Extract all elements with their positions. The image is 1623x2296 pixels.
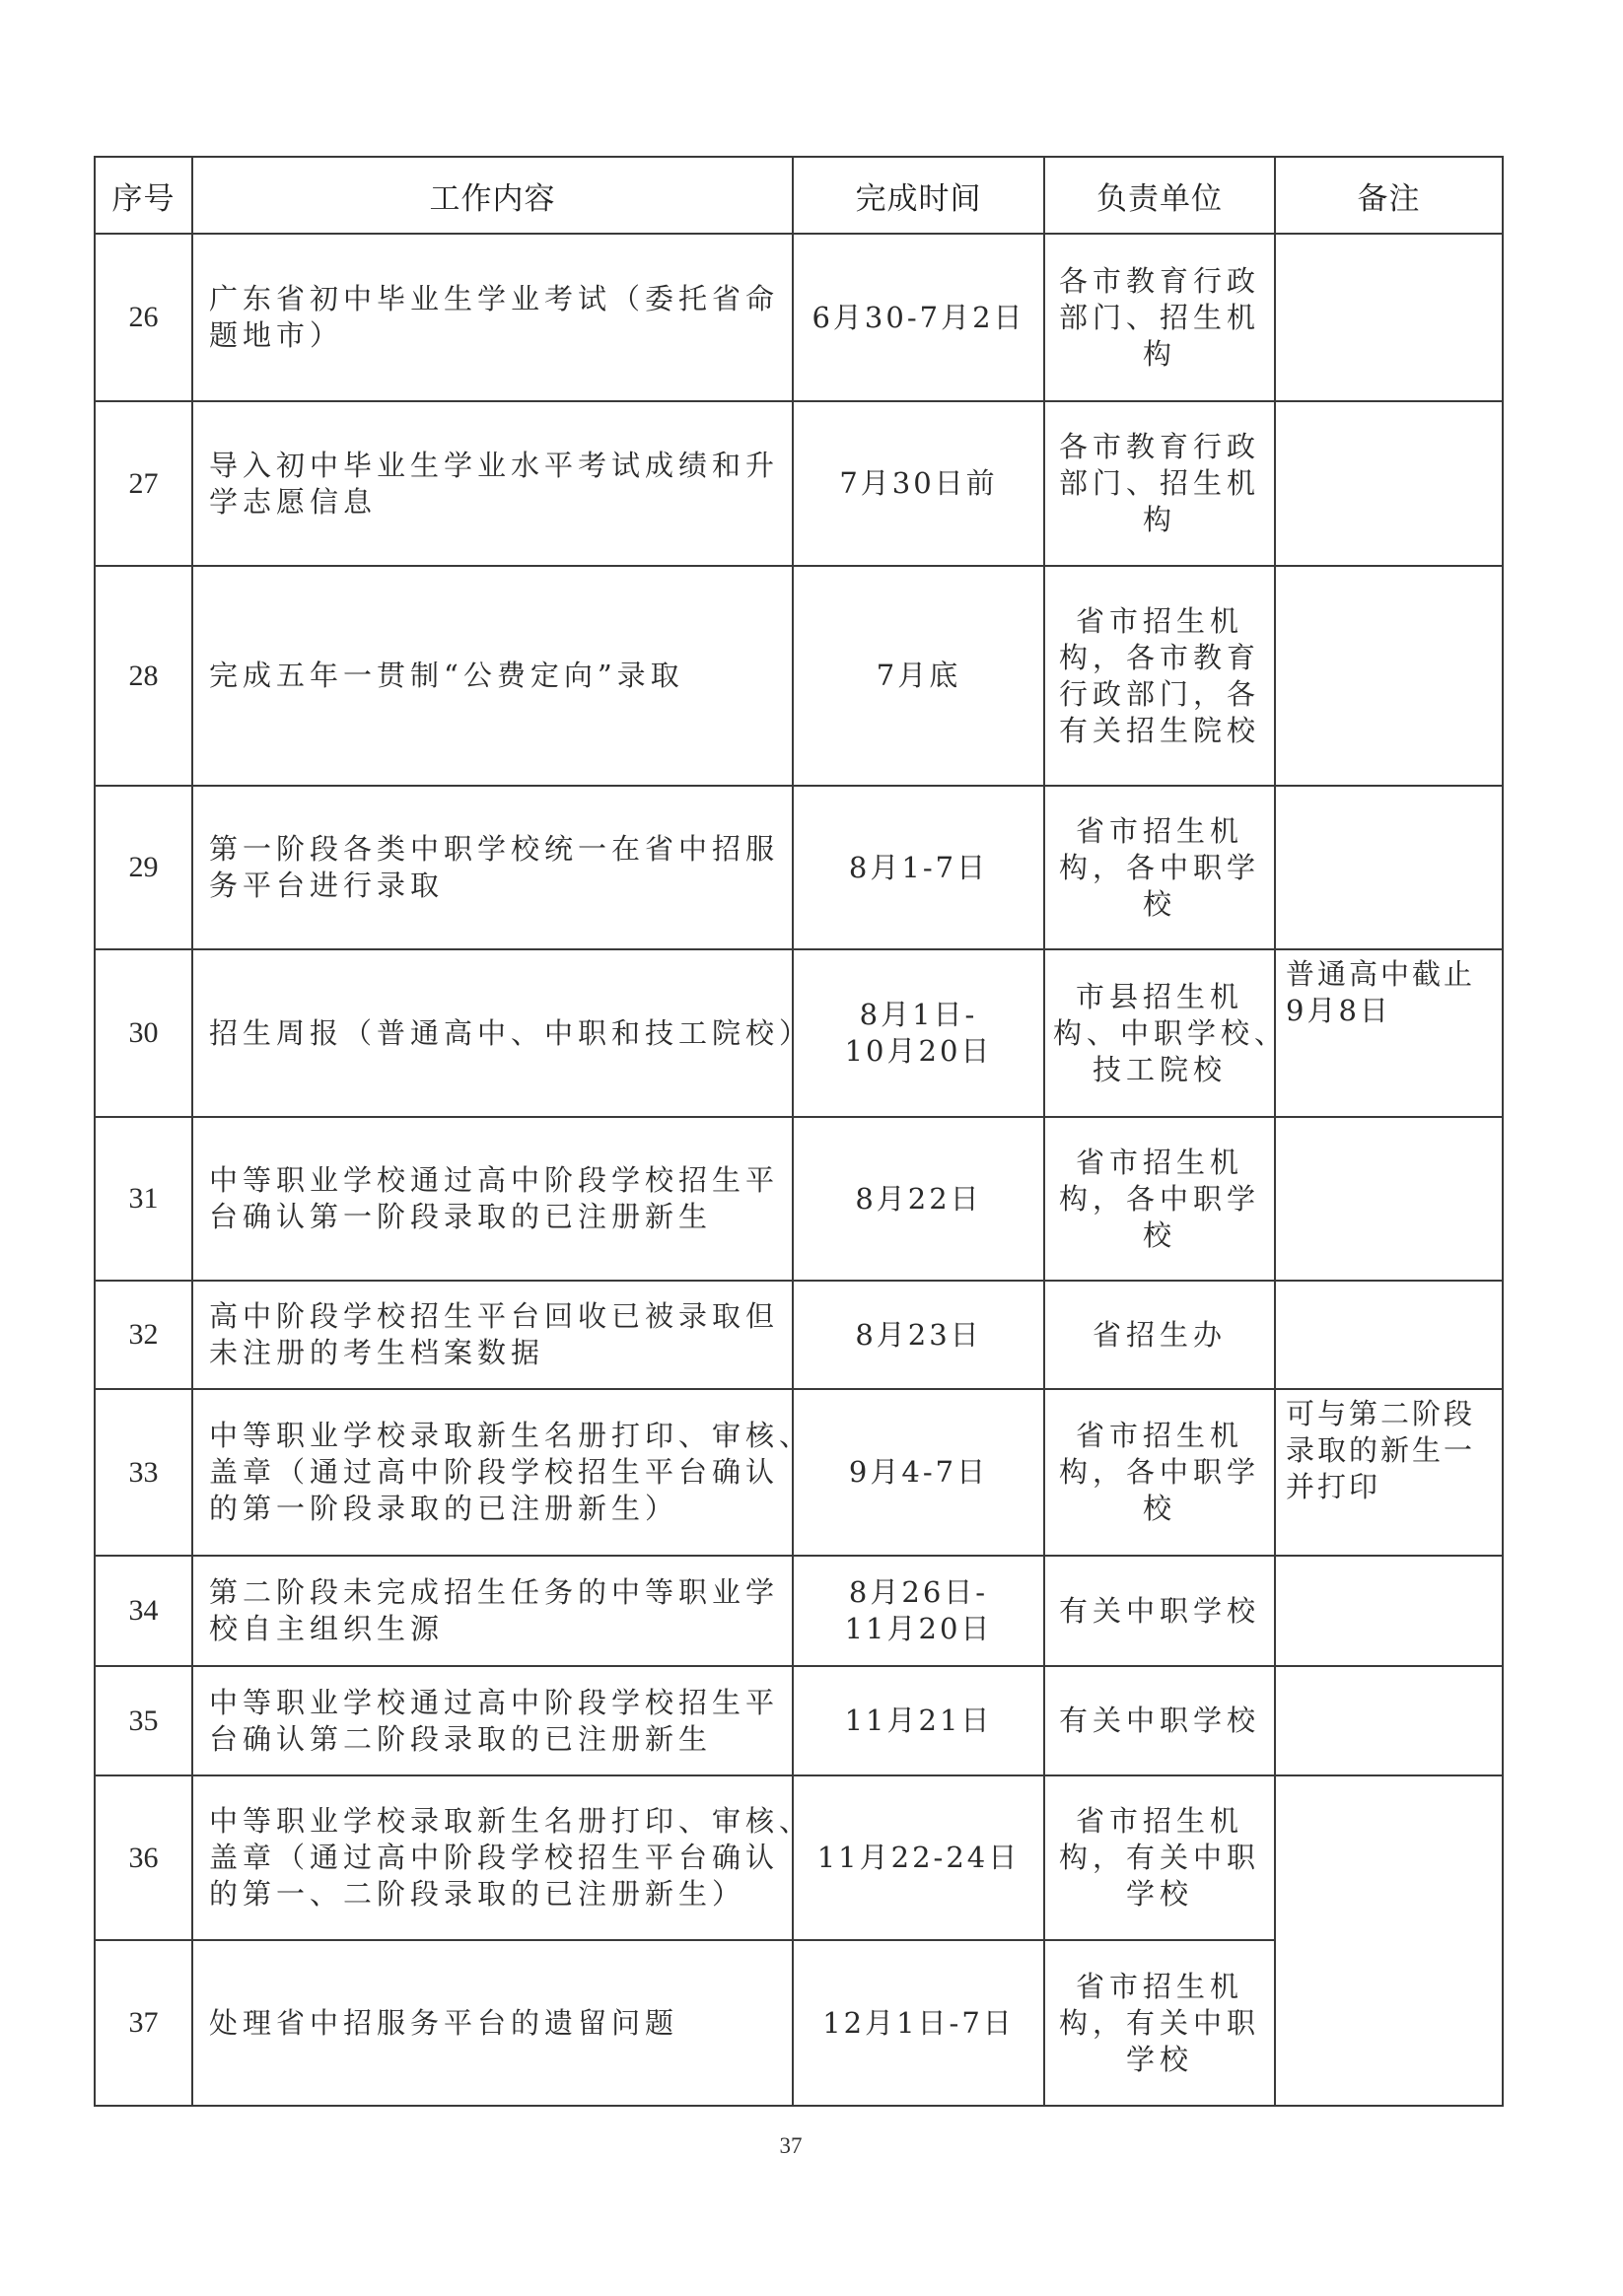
remarks-cell-line: 录取的新生一 (1286, 1433, 1476, 1467)
responsible-unit-cell (1044, 786, 1275, 949)
serial-number-cell: 34 (95, 1556, 192, 1666)
completion-time-cell-line: 8月1日- (859, 998, 978, 1031)
completion-time-cell-line: 7月30日前 (839, 466, 998, 500)
completion-time-cell (793, 401, 1044, 566)
serial-number-cell: 30 (95, 949, 192, 1117)
responsible-unit-cell-line: 省招生办 (1092, 1317, 1227, 1352)
header-remarks: 备注 (1275, 157, 1503, 234)
responsible-unit-cell-line: 构，各市教育 (1058, 640, 1260, 674)
work-content-cell-line: 处理省中招服务平台的遗留问题 (209, 2005, 679, 2040)
remarks-cell (1275, 1117, 1503, 1281)
work-content-cell-line: 题地市） (209, 318, 344, 352)
work-content-cell (192, 1389, 813, 1556)
work-content-cell (192, 566, 793, 786)
completion-time-cell-line: 10月20日 (844, 1034, 993, 1068)
serial-number-cell: 26 (95, 234, 192, 401)
work-content-cell-line: 第一阶段各类中职学校统一在省中招服 (209, 832, 780, 866)
table-row (95, 234, 1503, 401)
work-content-cell-line: 完成五年一贯制“公费定向”录取 (209, 659, 684, 692)
completion-time-cell-line: 8月23日 (855, 1317, 982, 1352)
table-row (95, 1117, 1503, 1281)
work-content-cell-line: 第二阶段未完成招生任务的中等职业学 (209, 1575, 780, 1609)
responsible-unit-cell (1044, 401, 1275, 566)
work-content-cell-line: 务平台进行录取 (209, 869, 445, 902)
work-content-cell (192, 1940, 793, 2106)
completion-time-cell (793, 234, 1044, 401)
completion-time-cell-line: 6月30-7月2日 (812, 300, 1025, 334)
serial-number-cell: 36 (95, 1775, 192, 1940)
responsible-unit-cell-line: 校 (1142, 886, 1176, 921)
serial-number-cell: 28 (95, 566, 192, 786)
work-content-cell (192, 1666, 793, 1775)
responsible-unit-cell-line: 省市招生机 (1075, 1145, 1243, 1179)
header-work-content: 工作内容 (192, 157, 793, 234)
remarks-cell (1275, 566, 1503, 786)
remarks-cell-line: 9月8日 (1286, 994, 1391, 1027)
completion-time-cell (793, 1281, 1044, 1389)
work-content-cell-line: 中等职业学校通过高中阶段学校招生平 (209, 1685, 780, 1719)
responsible-unit-cell-line: 构，有关中职 (1058, 1841, 1260, 1874)
table-row (95, 566, 1503, 786)
responsible-unit-cell-line: 部门、招生机 (1058, 300, 1260, 334)
work-content-cell-line: 导入初中毕业生学业水平考试成绩和升 (209, 448, 780, 482)
work-content-cell-line: 未注册的考生档案数据 (209, 1336, 545, 1369)
work-content-cell-line: 广东省初中毕业生学业考试（委托省命 (209, 282, 780, 315)
responsible-unit-cell-line: 省市招生机 (1075, 1419, 1243, 1452)
completion-time-cell (793, 1940, 1044, 2106)
responsible-unit-cell-line: 构，各中职学 (1058, 1455, 1260, 1489)
work-content-cell-line: 盖章（通过高中阶段学校招生平台确认 (209, 1455, 780, 1489)
work-content-cell (192, 234, 793, 401)
work-content-cell (192, 1117, 793, 1281)
remarks-cell (1275, 1281, 1503, 1389)
responsible-unit-cell-line: 学校 (1125, 1877, 1193, 1911)
responsible-unit-cell-line: 构，各中职学 (1058, 850, 1260, 884)
completion-time-cell (793, 1117, 1044, 1281)
responsible-unit-cell (1044, 1775, 1275, 1940)
work-content-cell-line: 台确认第二阶段录取的已注册新生 (209, 1721, 713, 1756)
serial-number-cell: 37 (95, 1940, 192, 2106)
responsible-unit-cell-line: 部门、招生机 (1058, 466, 1260, 500)
responsible-unit-cell (1044, 1556, 1275, 1666)
table-row (95, 1775, 1503, 1940)
header-responsible-unit: 负责单位 (1044, 157, 1275, 234)
responsible-unit-cell-line: 各市教育行政 (1058, 430, 1260, 463)
responsible-unit-cell-line: 各市教育行政 (1058, 263, 1260, 298)
responsible-unit-cell-line: 校 (1142, 1218, 1176, 1252)
table-header-row (95, 157, 1503, 234)
responsible-unit-cell (1044, 1666, 1275, 1775)
completion-time-cell-line: 8月22日 (855, 1181, 982, 1216)
serial-number-cell: 27 (95, 401, 192, 566)
work-content-cell-line: 学志愿信息 (209, 484, 378, 519)
remarks-cell (1275, 786, 1503, 949)
table-row (95, 949, 1503, 1117)
table-row (95, 1281, 1503, 1389)
work-content-cell (192, 786, 793, 949)
table-row (95, 1556, 1503, 1666)
work-content-cell-line: 盖章（通过高中阶段学校招生平台确认 (209, 1841, 780, 1874)
serial-number-cell: 35 (95, 1666, 192, 1775)
work-content-cell (192, 949, 813, 1117)
completion-time-cell (793, 1666, 1044, 1775)
completion-time-cell (793, 949, 1044, 1117)
completion-time-cell-line: 7月底 (876, 659, 961, 692)
responsible-unit-cell (1044, 1940, 1275, 2106)
remarks-cell (1275, 401, 1503, 566)
remarks-cell (1275, 1666, 1503, 1775)
completion-time-cell-line: 8月1-7日 (848, 850, 989, 884)
responsible-unit-cell-line: 市县招生机 (1075, 979, 1243, 1013)
remarks-cell (1275, 1775, 1503, 2106)
responsible-unit-cell-line: 行政部门，各 (1058, 676, 1260, 711)
responsible-unit-cell-line: 有关中职学校 (1058, 1593, 1260, 1628)
completion-time-cell (793, 1389, 1044, 1556)
schedule-table (94, 156, 1504, 2107)
completion-time-cell (793, 566, 1044, 786)
responsible-unit-cell-line: 有关中职学校 (1058, 1704, 1260, 1737)
header-serial-number: 序号 (95, 157, 192, 234)
work-content-cell-line: 的第一阶段录取的已注册新生） (209, 1492, 679, 1525)
completion-time-cell (793, 1775, 1044, 1940)
responsible-unit-cell-line: 构，各中职学 (1058, 1181, 1260, 1216)
responsible-unit-cell (1044, 566, 1275, 786)
work-content-cell (192, 401, 793, 566)
remarks-cell (1275, 1389, 1503, 1556)
serial-number-cell: 29 (95, 786, 192, 949)
responsible-unit-cell-line: 省市招生机 (1075, 1969, 1243, 2003)
completion-time-cell (793, 786, 1044, 949)
table-row (95, 1389, 1503, 1556)
serial-number-cell: 33 (95, 1389, 192, 1556)
completion-time-cell-line: 12月1日-7日 (822, 2005, 1015, 2040)
work-content-cell-line: 中等职业学校录取新生名册打印、审核、 (209, 1804, 813, 1838)
responsible-unit-cell-line: 省市招生机 (1075, 813, 1243, 848)
serial-number-cell: 32 (95, 1281, 192, 1389)
responsible-unit-cell-line: 构、中职学校、 (1053, 1015, 1289, 1050)
work-content-cell-line: 招生周报（普通高中、中职和技工院校） (209, 1015, 813, 1050)
responsible-unit-cell-line: 构，有关中职 (1058, 2005, 1260, 2040)
responsible-unit-cell-line: 有关招生院校 (1058, 713, 1260, 747)
responsible-unit-cell-line: 技工院校 (1092, 1052, 1227, 1086)
serial-number-cell: 31 (95, 1117, 192, 1281)
table-row (95, 786, 1503, 949)
completion-time-cell-line: 11月21日 (844, 1704, 993, 1737)
responsible-unit-cell-line: 构 (1142, 503, 1176, 536)
responsible-unit-cell (1044, 1281, 1275, 1389)
responsible-unit-cell (1044, 1117, 1275, 1281)
completion-time-cell-line: 11月22-24日 (816, 1841, 1021, 1874)
completion-time-cell-line: 11月20日 (844, 1612, 993, 1645)
responsible-unit-cell-line: 构 (1142, 336, 1176, 371)
remarks-cell-line: 可与第二阶段 (1286, 1397, 1476, 1430)
work-content-cell-line: 台确认第一阶段录取的已注册新生 (209, 1200, 713, 1233)
responsible-unit-cell (1044, 949, 1289, 1117)
header-completion-time: 完成时间 (793, 157, 1044, 234)
page-number: 37 (779, 2133, 803, 2158)
work-content-cell (192, 1775, 813, 1940)
remarks-cell (1275, 234, 1503, 401)
table-row (95, 1666, 1503, 1775)
remarks-cell (1275, 949, 1503, 1117)
work-content-cell-line: 校自主组织生源 (209, 1612, 445, 1645)
responsible-unit-cell-line: 校 (1142, 1492, 1176, 1525)
work-content-cell (192, 1281, 793, 1389)
remarks-cell-line: 并打印 (1286, 1470, 1381, 1503)
work-content-cell (192, 1556, 793, 1666)
responsible-unit-cell (1044, 234, 1275, 401)
remarks-cell-line: 普通高中截止 (1286, 957, 1476, 991)
responsible-unit-cell-line: 学校 (1125, 2042, 1193, 2076)
responsible-unit-cell-line: 省市招生机 (1075, 603, 1243, 638)
completion-time-cell-line: 8月26日- (848, 1575, 989, 1609)
completion-time-cell-line: 9月4-7日 (848, 1455, 989, 1489)
work-content-cell-line: 高中阶段学校招生平台回收已被录取但 (209, 1299, 780, 1333)
completion-time-cell (793, 1556, 1044, 1666)
responsible-unit-cell-line: 省市招生机 (1075, 1804, 1243, 1838)
work-content-cell-line: 中等职业学校录取新生名册打印、审核、 (209, 1419, 813, 1452)
table-row (95, 401, 1503, 566)
remarks-cell (1275, 1556, 1503, 1666)
responsible-unit-cell (1044, 1389, 1275, 1556)
work-content-cell-line: 的第一、二阶段录取的已注册新生） (209, 1877, 746, 1911)
work-content-cell-line: 中等职业学校通过高中阶段学校招生平 (209, 1163, 780, 1197)
